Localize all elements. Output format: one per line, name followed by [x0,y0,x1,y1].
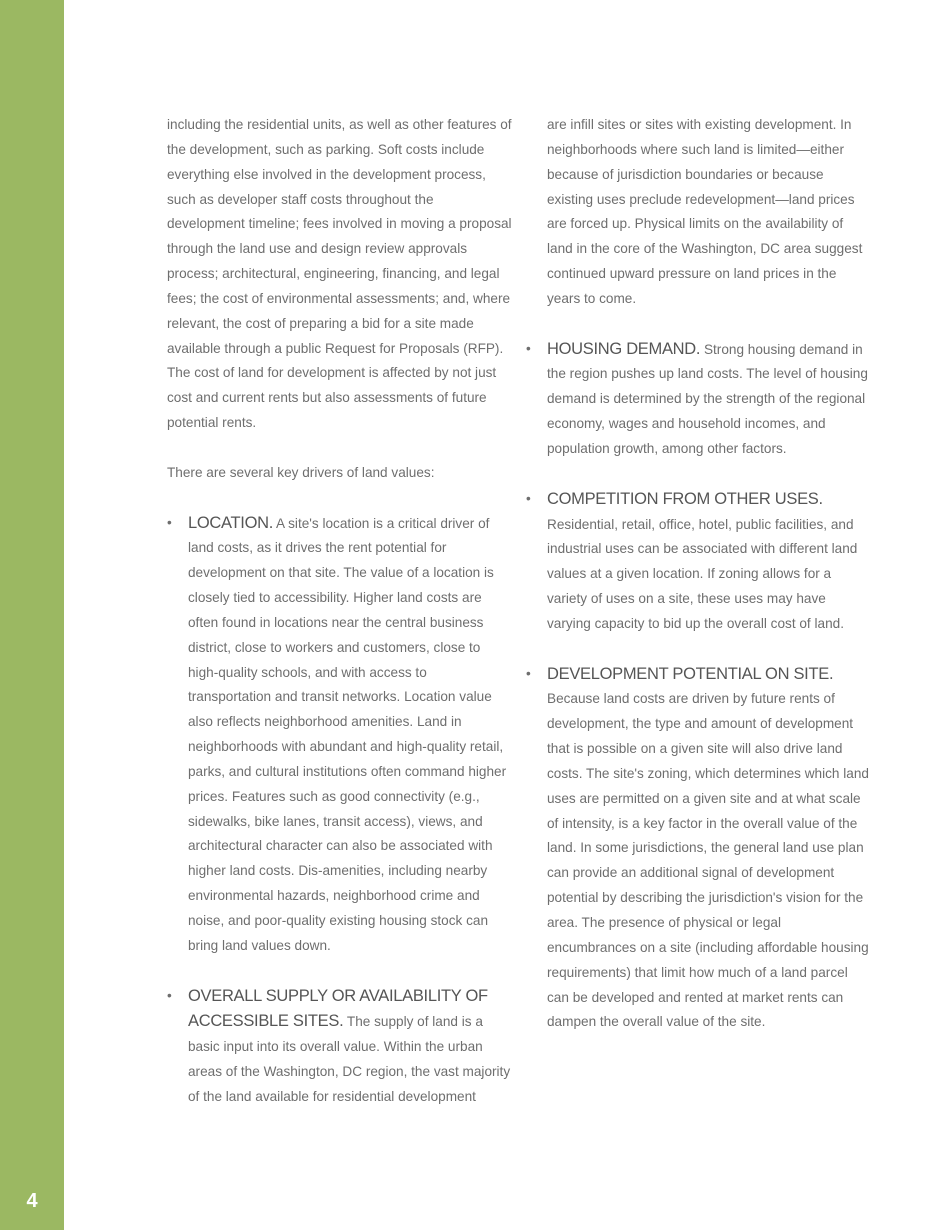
driver-text: Residential, retail, office, hotel, public facilities, and industrial uses can be associated with different land values at a given location. If zoning allows for a variety of uses on a site, these uses may have varying capacity to bid up the overall cost of land. [547,516,858,631]
driver-text: Strong housing demand in the region pushes up land costs. The level of housing demand is determined by the strength of the regional economy, wages and household incomes, and population growth, among other factors. [547,341,868,456]
continued-paragraph: are infill sites or sites with existing development. In neighborhoods where such land is limited—either because of jurisdiction boundaries or because existing uses preclude redevelopment—land prices are forced up. Physical limits on the availability of land in the core of the Washington, DC area suggest continued upward pressure on land prices in the years to come. [547,117,863,306]
drivers-list-left [167,511,512,1110]
right-column [526,113,871,1060]
drivers-intro: There are several key drivers of land values: [167,464,435,480]
bullet-icon: • [167,514,172,530]
drivers-list-right [526,337,871,1036]
left-column [167,113,512,1135]
list-item-housing-demand [526,337,871,462]
driver-heading: DEVELOPMENT POTENTIAL ON SITE. [547,664,834,683]
list-item-supply [167,984,512,1110]
driver-heading: COMPETITION FROM OTHER USES. [547,489,823,508]
list-item-development-potential [526,662,871,1036]
list-item-location [167,511,512,959]
driver-text: A site's location is a critical driver of land costs, as it drives the rent potential for development on that site. The value of a location is closely tied to accessibility. Higher land costs are often found in locations near the central business district, close to workers and customers, close to high-quality schools, and with access to transportation and transit networks. Location value also reflects neighborhood amenities. Land in neighborhoods with abundant and high-quality retail, parks, and cultural institutions often command higher prices. Features such as good connectivity (e.g., sidewalks, bike lanes, transit access), views, and architectural character can also be associated with higher land costs. Dis-amenities, including nearby environmental hazards, neighborhood crime and noise, and poor-quality existing housing stock can bring land values down. [188,515,507,953]
intro-paragraph: including the residential units, as well as other features of the development, such as parking. Soft costs include everything else involved in the development process, such as developer staff costs throughout the development timeline; fees involved in moving a proposal through the land use and design review approvals process; architectural, engineering, financing, and legal fees; the cost of environmental assessments; and, where relevant, the cost of preparing a bid for a site made available through a public Request for Proposals (RFP). The cost of land for development is affected by not just cost and current rents but also assessments of future potential rents. [167,117,512,431]
green-sidebar-bar [0,0,64,1230]
page-number: 4 [26,1190,38,1212]
bullet-icon: • [167,987,172,1003]
driver-heading: OVERALL SUPPLY OR AVAILABILITY OF ACCESSIBLE SITES. [188,986,488,1031]
bullet-icon: • [526,490,531,506]
driver-heading: HOUSING DEMAND. [547,339,701,358]
bullet-icon: • [526,665,531,681]
list-item-competition [526,487,871,637]
driver-text: The supply of land is a basic input into its overall value. Within the urban areas of the Washington, DC region, the vast majority of the land available for residential development [188,1014,511,1104]
driver-text: Because land costs are driven by future rents of development, the type and amount of development that is possible on a given site will also drive land costs. The site's zoning, which determines which land uses are permitted on a given site and at what scale of intensity, is a key factor in the overall value of the land. In some jurisdictions, the general land use plan can provide an additional signal of development potential by describing the jurisdiction's vision for the area. The presence of physical or legal encumbrances on a site (including affordable housing requirements) that limit how much of a land parcel can be developed and rented at market rents can dampen the overall value of the site. [547,691,869,1030]
driver-heading: LOCATION. [188,513,274,532]
bullet-icon: • [526,340,531,356]
